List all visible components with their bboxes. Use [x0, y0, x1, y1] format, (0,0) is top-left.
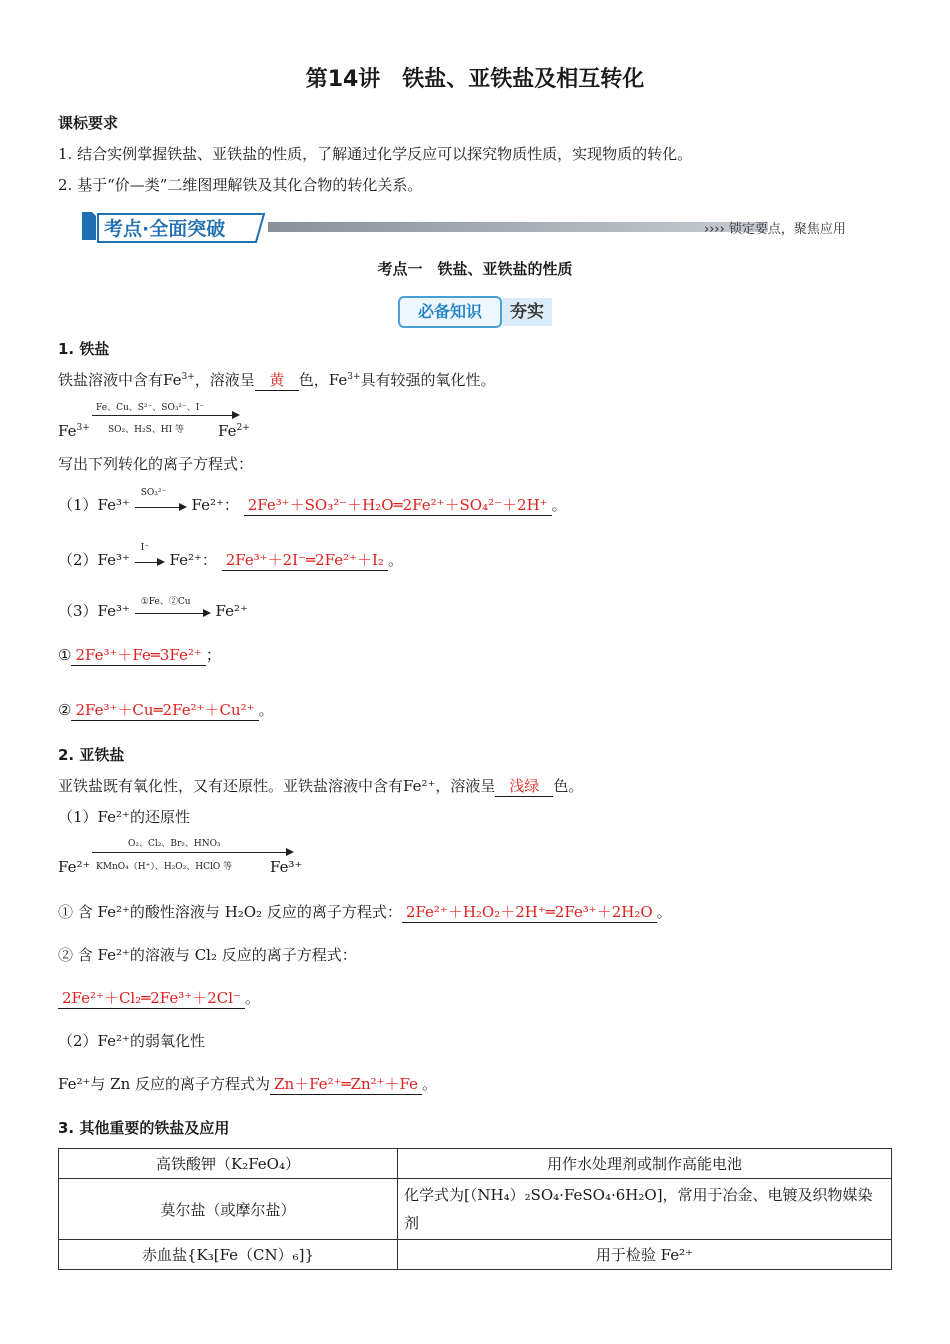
- equation-3b: ② 2Fe³⁺＋Cu═2Fe²⁺＋Cu²⁺ 。: [58, 701, 274, 719]
- requirements-heading: 课标要求: [58, 114, 119, 132]
- requirement-item: 1. 结合实例掌握铁盐、亚铁盐的性质，了解通过化学反应可以探究物质性质，实现物质的转化。: [58, 145, 693, 163]
- arrow-line: [92, 415, 234, 416]
- answer-blank: 2Fe³⁺＋SO₃²⁻＋H₂O═2Fe²⁺＋SO₄²⁻＋2H⁺: [244, 494, 552, 516]
- question-1: ① 含 Fe²⁺的酸性溶液与 H₂O₂ 反应的离子方程式： 2Fe²⁺＋H₂O₂＋2H⁺═2Fe³⁺＋2H₂O 。: [58, 903, 672, 921]
- table-cell: 高铁酸钾（K₂FeO₄）: [59, 1149, 398, 1179]
- equation-1: （1）Fe³⁺ SO₃²⁻ Fe²⁺： 2Fe³⁺＋SO₃²⁻＋H₂O═2Fe²⁺＋SO₄²⁻＋2H⁺ 。: [58, 488, 567, 514]
- arrow-head: [286, 848, 294, 856]
- page-title: 第14讲 铁盐、亚铁盐及相互转化: [305, 67, 645, 92]
- diagram-right: Fe³⁺: [270, 858, 303, 876]
- diagram-bottom-reagents: SO₂、H₂S、HI 等: [108, 425, 185, 435]
- answer-blank: 浅绿: [495, 775, 553, 797]
- table-cell: 用于检验 Fe²⁺: [398, 1240, 892, 1270]
- answer-blank: Zn＋Fe²⁺═Zn²⁺＋Fe: [270, 1073, 422, 1095]
- badge-right: 夯实: [502, 298, 552, 326]
- table-cell: 莫尔盐（或摩尔盐）: [59, 1179, 398, 1240]
- diagram-top-reagents: O₂、Cl₂、Br₂、HNO₃: [128, 839, 221, 849]
- badge-left: 必备知识: [398, 296, 502, 328]
- prompt-text: 写出下列转化的离子方程式：: [58, 455, 254, 473]
- fe3-to-fe2-diagram: [58, 398, 258, 440]
- section-3-heading: 3. 其他重要的铁盐及应用: [58, 1119, 230, 1137]
- table-cell: 用作水处理剂或制作高能电池: [398, 1149, 892, 1179]
- table-cell: 赤血盐{K₃[Fe（CN）₆]}: [59, 1240, 398, 1270]
- answer-blank: 2Fe²⁺＋H₂O₂＋2H⁺═2Fe³⁺＋2H₂O: [402, 901, 657, 923]
- banner-right-text: ›››› 锁定要点，聚焦应用: [704, 222, 846, 237]
- section-banner: [78, 208, 878, 246]
- answer-blank: 2Fe³⁺＋Fe═3Fe²⁺: [71, 644, 205, 666]
- table-row: [59, 1240, 892, 1270]
- equation-3: （3）Fe³⁺ ①Fe、②Cu Fe²⁺: [58, 597, 248, 620]
- answer-blank: 2Fe³⁺＋2I⁻═2Fe²⁺＋I₂: [222, 549, 388, 571]
- equation-3a: ① 2Fe³⁺＋Fe═3Fe²⁺ ；: [58, 646, 221, 664]
- fe2-to-fe3-diagram: [58, 834, 318, 878]
- answer-blank: 黄: [255, 369, 299, 391]
- diagram-left: Fe²⁺: [58, 858, 91, 876]
- section-1-heading: 1. 铁盐: [58, 340, 110, 358]
- diagram-top-reagents: Fe、Cu、S²⁻、SO₃²⁻、I⁻: [96, 403, 205, 413]
- diagram-right: $Fe^{2+}$: [218, 422, 250, 440]
- table-cell: 化学式为[（NH₄）₂SO₄·FeSO₄·6H₂O]，常用于冶金、电镀及织物媒染剂: [398, 1179, 892, 1240]
- sub-heading-1: （1）Fe²⁺的还原性: [58, 808, 190, 826]
- banner-label: 考点·全面突破: [104, 218, 226, 240]
- question-2: ② 含 Fe²⁺的溶液与 Cl₂ 反应的离子方程式：: [58, 946, 357, 964]
- diagram-left: $Fe^{3+}$: [58, 422, 90, 440]
- arrow-line: [92, 852, 288, 853]
- section-2-heading: 2. 亚铁盐: [58, 746, 125, 764]
- question-3: Fe²⁺与 Zn 反应的离子方程式为 Zn＋Fe²⁺═Zn²⁺＋Fe 。: [58, 1075, 438, 1093]
- requirement-item: 2. 基于“价—类”二维图理解铁及其化合物的转化关系。: [58, 176, 423, 194]
- table-row: [59, 1179, 892, 1240]
- answer-blank: 2Fe²⁺＋Cl₂═2Fe³⁺＋2Cl⁻: [58, 987, 245, 1009]
- banner-bar: [268, 222, 768, 232]
- section-1-intro: 铁盐溶液中含有$Fe^{3+}$，溶液呈 黄 色，$Fe^{3+}$具有较强的氧化性。: [58, 371, 496, 389]
- diagram-bottom-reagents: KMnO₄（H⁺）、H₂O₂、HClO 等: [96, 862, 233, 872]
- equation-2: （2）Fe³⁺ I⁻ Fe²⁺： 2Fe³⁺＋2I⁻═2Fe²⁺＋I₂ 。: [58, 543, 403, 569]
- section-2-intro: 亚铁盐既有氧化性，又有还原性。亚铁盐溶液中含有Fe²⁺，溶液呈 浅绿 色。: [58, 777, 584, 795]
- table-row: [59, 1149, 892, 1179]
- iron-salts-table: [58, 1148, 892, 1270]
- sub-heading-2: （2）Fe²⁺的弱氧化性: [58, 1032, 205, 1050]
- answer-blank: 2Fe³⁺＋Cu═2Fe²⁺＋Cu²⁺: [71, 699, 258, 721]
- question-2-answer: 2Fe²⁺＋Cl₂═2Fe³⁺＋2Cl⁻ 。: [58, 987, 260, 1009]
- arrow-head: [232, 411, 240, 419]
- section-title: 考点一 铁盐、亚铁盐的性质: [377, 260, 573, 278]
